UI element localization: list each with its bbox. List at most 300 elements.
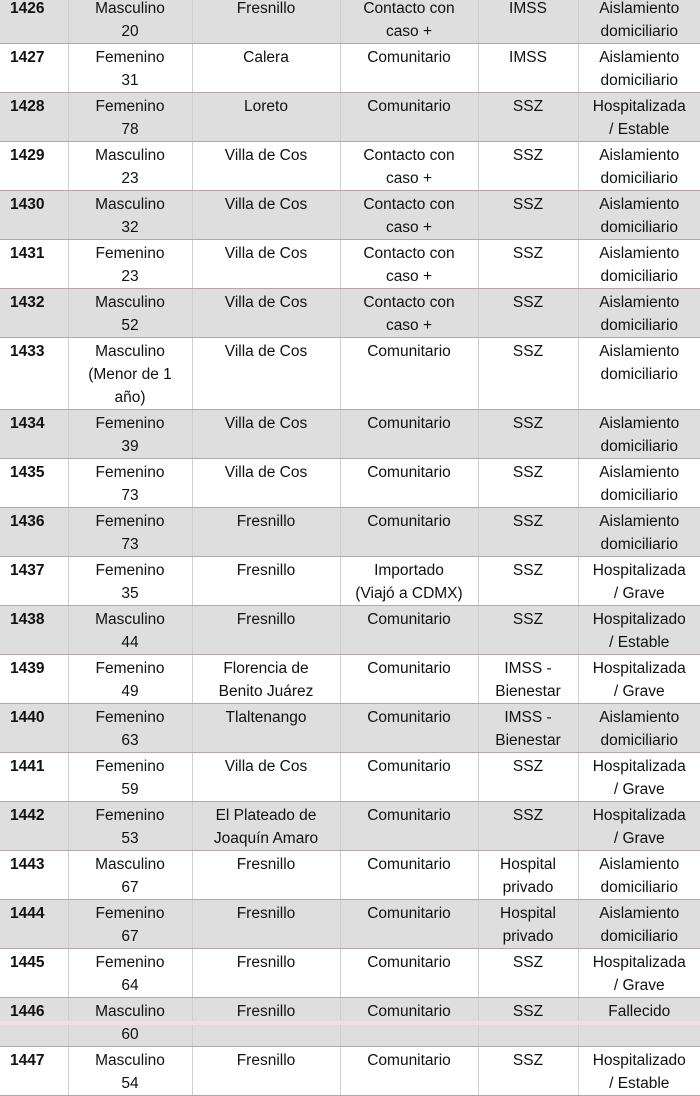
cell-line: Bienestar [495, 683, 561, 700]
cell-line: Aislamiento [599, 343, 680, 360]
contagion-type-cell [340, 191, 478, 240]
cell-line: Villa de Cos [224, 464, 308, 481]
contagion-type-cell [340, 557, 478, 606]
cell-line: SSZ [512, 245, 544, 262]
cell-line: Comunitario [367, 905, 451, 922]
cell-line: SSZ [512, 513, 544, 530]
municipality-cell [192, 459, 340, 508]
cell-line: Comunitario [367, 954, 451, 971]
institution-cell [478, 704, 578, 753]
case-id-cell: 1432 [0, 289, 68, 338]
cell-line: SSZ [512, 464, 544, 481]
case-id-cell: 1445 [0, 949, 68, 998]
institution-cell [478, 0, 578, 44]
cell-line: / Grave [613, 683, 665, 700]
cell-line: Fresnillo [236, 562, 296, 579]
case-id-cell: 1440 [0, 704, 68, 753]
sex-age-cell [68, 338, 192, 410]
sex-label: Masculino [95, 1052, 165, 1069]
age-label: 35 [121, 585, 139, 602]
cell-line: Hospital [500, 856, 556, 873]
table-row [0, 0, 700, 44]
cell-line: Fresnillo [236, 1003, 296, 1020]
cell-line: SSZ [512, 343, 544, 360]
institution-cell [478, 851, 578, 900]
status-cell [578, 802, 700, 851]
sex-age-cell [68, 606, 192, 655]
cell-line: Hospital [500, 905, 556, 922]
cell-line: SSZ [512, 954, 544, 971]
sex-age-cell [68, 704, 192, 753]
sex-age-cell [68, 93, 192, 142]
age-label: 60 [121, 1026, 139, 1043]
table-row [0, 900, 700, 949]
cell-line: IMSS - [504, 660, 552, 677]
cell-line: caso + [385, 23, 433, 40]
table-row [0, 289, 700, 338]
status-cell [578, 93, 700, 142]
sex-age-cell [68, 949, 192, 998]
municipality-cell [192, 508, 340, 557]
age-label: 73 [121, 536, 139, 553]
sex-age-cell [68, 459, 192, 508]
sex-age-cell [68, 142, 192, 191]
age-label: 23 [121, 268, 139, 285]
cell-line: domiciliario [600, 170, 679, 187]
table-row [0, 655, 700, 704]
sex-label: Masculino [95, 343, 165, 360]
case-id-cell: 1436 [0, 508, 68, 557]
cell-line: SSZ [512, 611, 544, 628]
age-label: 32 [121, 219, 139, 236]
cell-line: Contacto con [363, 245, 455, 262]
cell-line: privado [502, 879, 554, 896]
cell-line: Villa de Cos [224, 294, 308, 311]
institution-cell [478, 802, 578, 851]
sex-age-cell [68, 191, 192, 240]
sex-label: Femenino [95, 660, 165, 677]
age-label: 63 [121, 732, 139, 749]
cell-line: Comunitario [367, 415, 451, 432]
cell-line: domiciliario [600, 317, 679, 334]
cell-line: SSZ [512, 196, 544, 213]
cell-line: Benito Juárez [218, 683, 314, 700]
table-row [0, 508, 700, 557]
cell-line: Aislamiento [599, 49, 680, 66]
contagion-type-cell [340, 949, 478, 998]
sex-age-cell [68, 240, 192, 289]
cell-line: Comunitario [367, 464, 451, 481]
sex-age-cell [68, 900, 192, 949]
sex-label: Femenino [95, 464, 165, 481]
cell-line: domiciliario [600, 928, 679, 945]
age-label: 78 [121, 121, 139, 138]
age-label: 20 [121, 23, 139, 40]
contagion-type-cell [340, 704, 478, 753]
cell-line: Florencia de [223, 660, 309, 677]
sex-age-cell [68, 655, 192, 704]
status-cell [578, 655, 700, 704]
municipality-cell [192, 753, 340, 802]
cell-line: Fresnillo [236, 954, 296, 971]
cell-line: domiciliario [600, 72, 679, 89]
cell-line: Comunitario [367, 343, 451, 360]
cell-line: Aislamiento [599, 905, 680, 922]
municipality-cell [192, 900, 340, 949]
sex-age-cell [68, 508, 192, 557]
sex-label: Masculino [95, 0, 165, 17]
status-cell [578, 410, 700, 459]
cell-line: domiciliario [600, 268, 679, 285]
cell-line: Villa de Cos [224, 147, 308, 164]
status-cell [578, 289, 700, 338]
case-id-cell: 1434 [0, 410, 68, 459]
sex-label: Femenino [95, 415, 165, 432]
institution-cell [478, 240, 578, 289]
status-cell [578, 557, 700, 606]
status-cell [578, 44, 700, 93]
cell-line: Aislamiento [599, 0, 680, 17]
institution-cell [478, 459, 578, 508]
cell-line: Contacto con [363, 294, 455, 311]
cell-line: Comunitario [367, 660, 451, 677]
age-label: 39 [121, 438, 139, 455]
institution-cell [478, 606, 578, 655]
status-cell [578, 851, 700, 900]
cell-line: Joaquín Amaro [213, 830, 319, 847]
municipality-cell [192, 606, 340, 655]
cell-line: Fresnillo [236, 856, 296, 873]
cell-line: Aislamiento [599, 294, 680, 311]
contagion-type-cell [340, 240, 478, 289]
case-id-cell: 1447 [0, 1047, 68, 1096]
sex-age-cell [68, 851, 192, 900]
age-label: 67 [121, 928, 139, 945]
sex-label: Masculino [95, 196, 165, 213]
cell-line: Loreto [244, 98, 288, 115]
table-row [0, 949, 700, 998]
sex-label: Femenino [95, 562, 165, 579]
case-id-cell: 1427 [0, 44, 68, 93]
table-row [0, 753, 700, 802]
cell-line: SSZ [512, 147, 544, 164]
age-label: 59 [121, 781, 139, 798]
cell-line: Comunitario [367, 1052, 451, 1069]
age-label: año) [114, 389, 146, 406]
table-row [0, 802, 700, 851]
cell-line: Hospitalizada [592, 98, 686, 115]
cell-line: Hospitalizado [592, 1052, 686, 1069]
institution-cell [478, 1047, 578, 1096]
institution-cell [478, 753, 578, 802]
age-label: 44 [121, 634, 139, 651]
cell-line: domiciliario [600, 438, 679, 455]
table-row [0, 191, 700, 240]
case-id-cell: 1442 [0, 802, 68, 851]
case-id-cell: 1433 [0, 338, 68, 410]
status-cell [578, 0, 700, 44]
cell-line: domiciliario [600, 366, 679, 383]
table-row [0, 410, 700, 459]
status-cell [578, 338, 700, 410]
age-label: 52 [121, 317, 139, 334]
case-id-cell: 1435 [0, 459, 68, 508]
cell-line: Villa de Cos [224, 196, 308, 213]
sex-age-cell [68, 753, 192, 802]
municipality-cell [192, 240, 340, 289]
cell-line: Comunitario [367, 1003, 451, 1020]
age-label: 67 [121, 879, 139, 896]
case-id-cell: 1426 [0, 0, 68, 44]
table-row [0, 704, 700, 753]
case-id-cell: 1438 [0, 606, 68, 655]
cell-line: (Viajó a CDMX) [355, 585, 463, 602]
cell-line: / Grave [613, 830, 665, 847]
municipality-cell [192, 410, 340, 459]
cell-line: IMSS [509, 0, 547, 17]
age-label: 49 [121, 683, 139, 700]
contagion-type-cell [340, 851, 478, 900]
sex-label: Femenino [95, 49, 165, 66]
age-label: 64 [121, 977, 139, 994]
contagion-type-cell [340, 606, 478, 655]
contagion-type-cell [340, 142, 478, 191]
contagion-type-cell [340, 459, 478, 508]
cell-line: caso + [385, 170, 433, 187]
cell-line: Tlaltenango [225, 709, 307, 726]
contagion-type-cell [340, 410, 478, 459]
cell-line: caso + [385, 219, 433, 236]
cell-line: Aislamiento [599, 415, 680, 432]
sex-label: Masculino [95, 611, 165, 628]
sex-age-cell [68, 0, 192, 44]
table-row [0, 1047, 700, 1096]
cell-line: Hospitalizada [592, 660, 686, 677]
cell-line: Hospitalizado [592, 611, 686, 628]
municipality-cell [192, 655, 340, 704]
age-label: 53 [121, 830, 139, 847]
contagion-type-cell [340, 289, 478, 338]
cell-line: Aislamiento [599, 709, 680, 726]
sex-label: Femenino [95, 905, 165, 922]
cell-line: Comunitario [367, 856, 451, 873]
contagion-type-cell [340, 338, 478, 410]
cell-line: domiciliario [600, 536, 679, 553]
cell-line: Villa de Cos [224, 415, 308, 432]
contagion-type-cell [340, 0, 478, 44]
cell-line: privado [502, 928, 554, 945]
municipality-cell [192, 0, 340, 44]
cell-line: Hospitalizada [592, 562, 686, 579]
cell-line: Comunitario [367, 709, 451, 726]
table-row [0, 338, 700, 410]
sex-label: Masculino [95, 856, 165, 873]
sex-label: Femenino [95, 709, 165, 726]
cell-line: Hospitalizada [592, 807, 686, 824]
case-id-cell: 1428 [0, 93, 68, 142]
institution-cell [478, 93, 578, 142]
case-id-cell: 1441 [0, 753, 68, 802]
contagion-type-cell [340, 753, 478, 802]
case-id-cell: 1430 [0, 191, 68, 240]
cell-line: Hospitalizada [592, 758, 686, 775]
cell-line: Comunitario [367, 98, 451, 115]
sex-age-cell [68, 410, 192, 459]
case-id-cell: 1439 [0, 655, 68, 704]
municipality-cell [192, 44, 340, 93]
cell-line: caso + [385, 268, 433, 285]
institution-cell [478, 508, 578, 557]
status-cell [578, 900, 700, 949]
status-cell [578, 704, 700, 753]
institution-cell [478, 410, 578, 459]
cell-line: Villa de Cos [224, 758, 308, 775]
cell-line: Fresnillo [236, 1052, 296, 1069]
sex-age-cell [68, 44, 192, 93]
sex-label: Femenino [95, 98, 165, 115]
cell-line: Aislamiento [599, 513, 680, 530]
cell-line: SSZ [512, 758, 544, 775]
table-row [0, 851, 700, 900]
case-id-cell: 1437 [0, 557, 68, 606]
sex-label: Masculino [95, 1003, 165, 1020]
cell-line: El Plateado de [215, 807, 317, 824]
cell-line: Hospitalizada [592, 954, 686, 971]
cell-line: IMSS - [504, 709, 552, 726]
sex-label: Masculino [95, 147, 165, 164]
municipality-cell [192, 1047, 340, 1096]
cell-line: Comunitario [367, 49, 451, 66]
cell-line: Fresnillo [236, 905, 296, 922]
cell-line: / Grave [613, 781, 665, 798]
cell-line: Importado [374, 562, 444, 579]
case-id-cell: 1444 [0, 900, 68, 949]
contagion-type-cell [340, 655, 478, 704]
municipality-cell [192, 557, 340, 606]
age-label: 31 [121, 72, 139, 89]
contagion-type-cell [340, 508, 478, 557]
municipality-cell [192, 93, 340, 142]
sex-label: Femenino [95, 954, 165, 971]
cell-line: Fallecido [608, 1003, 671, 1020]
cell-line: Aislamiento [599, 147, 680, 164]
cell-line: Fresnillo [236, 0, 296, 17]
cell-line: / Estable [609, 1075, 670, 1092]
municipality-cell [192, 142, 340, 191]
cell-line: IMSS [509, 49, 547, 66]
institution-cell [478, 655, 578, 704]
table-row [0, 557, 700, 606]
cell-line: Aislamiento [599, 245, 680, 262]
cell-line: / Grave [613, 585, 665, 602]
sex-age-cell [68, 1047, 192, 1096]
cell-line: domiciliario [600, 732, 679, 749]
table-row [0, 44, 700, 93]
cell-line: Comunitario [367, 758, 451, 775]
sex-label: Femenino [95, 807, 165, 824]
case-id-cell: 1443 [0, 851, 68, 900]
cell-line: Villa de Cos [224, 343, 308, 360]
case-id-cell: 1429 [0, 142, 68, 191]
municipality-cell [192, 704, 340, 753]
cell-line: / Estable [609, 634, 670, 651]
municipality-cell [192, 949, 340, 998]
cell-line: Comunitario [367, 513, 451, 530]
cell-line: domiciliario [600, 23, 679, 40]
status-cell [578, 1047, 700, 1096]
cell-line: / Estable [609, 121, 670, 138]
institution-cell [478, 142, 578, 191]
cell-line: Aislamiento [599, 464, 680, 481]
status-cell [578, 142, 700, 191]
page-bottom-band [0, 1021, 700, 1025]
sex-label: Femenino [95, 245, 165, 262]
status-cell [578, 606, 700, 655]
sex-label: Femenino [95, 758, 165, 775]
status-cell [578, 459, 700, 508]
cell-line: Comunitario [367, 807, 451, 824]
cell-line: caso + [385, 317, 433, 334]
municipality-cell [192, 338, 340, 410]
cell-line: domiciliario [600, 219, 679, 236]
cell-line: SSZ [512, 562, 544, 579]
cell-line: Comunitario [367, 611, 451, 628]
municipality-cell [192, 191, 340, 240]
cell-line: Fresnillo [236, 611, 296, 628]
cell-line: Bienestar [495, 732, 561, 749]
age-label: 73 [121, 487, 139, 504]
cell-line: domiciliario [600, 879, 679, 896]
sex-label: Femenino [95, 513, 165, 530]
status-cell [578, 753, 700, 802]
municipality-cell [192, 802, 340, 851]
cell-line: Contacto con [363, 196, 455, 213]
age-label: 54 [121, 1075, 139, 1092]
contagion-type-cell [340, 93, 478, 142]
case-id-cell: 1446 [0, 998, 68, 1047]
contagion-type-cell [340, 802, 478, 851]
institution-cell [478, 557, 578, 606]
age-label: 23 [121, 170, 139, 187]
cell-line: Contacto con [363, 147, 455, 164]
cell-line: domiciliario [600, 487, 679, 504]
age-label: (Menor de 1 [88, 366, 172, 383]
table-row [0, 606, 700, 655]
cell-line: Contacto con [363, 0, 455, 17]
sex-label: Masculino [95, 294, 165, 311]
cell-line: SSZ [512, 1003, 544, 1020]
table-row [0, 93, 700, 142]
contagion-type-cell [340, 1047, 478, 1096]
case-id-cell: 1431 [0, 240, 68, 289]
table-row [0, 240, 700, 289]
status-cell [578, 508, 700, 557]
cell-line: SSZ [512, 1052, 544, 1069]
institution-cell [478, 44, 578, 93]
municipality-cell [192, 851, 340, 900]
institution-cell [478, 289, 578, 338]
sex-age-cell [68, 557, 192, 606]
sex-age-cell [68, 802, 192, 851]
cell-line: SSZ [512, 415, 544, 432]
institution-cell [478, 949, 578, 998]
cell-line: Calera [243, 49, 289, 66]
status-cell [578, 949, 700, 998]
cell-line: SSZ [512, 294, 544, 311]
institution-cell [478, 900, 578, 949]
status-cell [578, 240, 700, 289]
cell-line: Villa de Cos [224, 245, 308, 262]
